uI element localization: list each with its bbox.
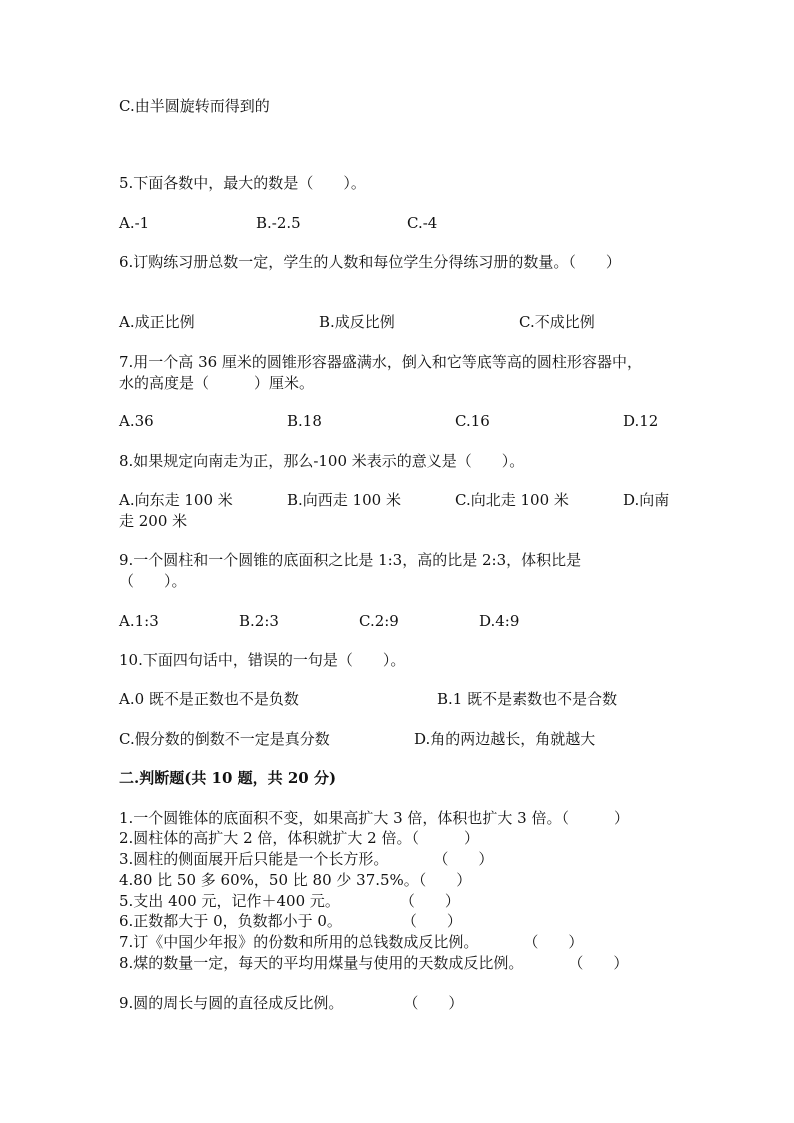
q8-stem: 8.如果规定向南走为正，那么-100 米表示的意义是（ ）。 bbox=[119, 452, 525, 470]
judge-item-1: 1.一个圆锥体的底面积不变，如果高扩大 3 倍，体积也扩大 3 倍。（ ） bbox=[119, 809, 629, 827]
judge-item-2: 2.圆柱体的高扩大 2 倍，体积就扩大 2 倍。（ ） bbox=[119, 829, 479, 847]
q6-option-c: C.不成比例 bbox=[519, 313, 595, 331]
q10-option-a: A.0 既不是正数也不是负数 bbox=[119, 690, 299, 708]
judge-item-3: 3.圆柱的侧面展开后只能是一个长方形。 （ ） bbox=[119, 850, 494, 868]
judge-item-5: 5.支出 400 元，记作＋400 元。 （ ） bbox=[119, 892, 460, 910]
q9-option-c: C.2:9 bbox=[359, 612, 399, 630]
q9-option-b: B.2:3 bbox=[239, 612, 279, 630]
q10-option-b: B.1 既不是素数也不是合数 bbox=[437, 690, 618, 708]
q8-option-c: C.向北走 100 米 bbox=[455, 491, 569, 509]
q6-stem: 6.订购练习册总数一定，学生的人数和每位学生分得练习册的数量。（ ） bbox=[119, 253, 621, 271]
q9-stem-line1: 9.一个圆柱和一个圆锥的底面积之比是 1:3，高的比是 2:3，体积比是 bbox=[119, 551, 582, 569]
q7-stem-line1: 7.用一个高 36 厘米的圆锥形容器盛满水，倒入和它等底等高的圆柱形容器中， bbox=[119, 353, 642, 371]
q8-option-b: B.向西走 100 米 bbox=[287, 491, 401, 509]
q6-option-b: B.成反比例 bbox=[319, 313, 395, 331]
q10-option-d: D.角的两边越长，角就越大 bbox=[414, 730, 596, 748]
judge-item-4: 4.80 比 50 多 60%，50 比 80 少 37.5%。（ ） bbox=[119, 871, 472, 889]
q7-stem-line2: 水的高度是（ ）厘米。 bbox=[119, 374, 315, 392]
q5-option-b: B.-2.5 bbox=[256, 214, 301, 232]
q8-option-d-wrap: 走 200 米 bbox=[119, 512, 188, 530]
q8-option-d: D.向南 bbox=[623, 491, 670, 509]
q8-option-a: A.向东走 100 米 bbox=[119, 491, 233, 509]
q7-option-a: A.36 bbox=[119, 412, 154, 430]
q5-option-c: C.-4 bbox=[407, 214, 438, 232]
judge-item-7: 7.订《中国少年报》的份数和所用的总钱数成反比例。 （ ） bbox=[119, 933, 584, 951]
q6-option-a: A.成正比例 bbox=[119, 313, 195, 331]
q5-option-a: A.-1 bbox=[119, 214, 150, 232]
q9-option-a: A.1:3 bbox=[119, 612, 159, 630]
q7-option-b: B.18 bbox=[287, 412, 322, 430]
judge-item-9: 9.圆的周长与圆的直径成反比例。 （ ） bbox=[119, 994, 464, 1012]
q4-option-c: C.由半圆旋转而得到的 bbox=[119, 97, 270, 115]
section-heading-judgement: 二.判断题(共 10 题，共 20 分) bbox=[119, 769, 337, 787]
q9-option-d: D.4:9 bbox=[479, 612, 520, 630]
judge-item-6: 6.正数都大于 0，负数都小于 0。 （ ） bbox=[119, 912, 462, 930]
q7-option-c: C.16 bbox=[455, 412, 490, 430]
q7-option-d: D.12 bbox=[623, 412, 659, 430]
q10-option-c: C.假分数的倒数不一定是真分数 bbox=[119, 730, 330, 748]
q5-stem: 5.下面各数中，最大的数是（ ）。 bbox=[119, 174, 366, 192]
q10-stem: 10.下面四句话中，错误的一句是（ ）。 bbox=[119, 651, 406, 669]
judge-item-8: 8.煤的数量一定，每天的平均用煤量与使用的天数成反比例。 （ ） bbox=[119, 954, 629, 972]
q9-stem-line2: （ ）。 bbox=[119, 572, 187, 590]
